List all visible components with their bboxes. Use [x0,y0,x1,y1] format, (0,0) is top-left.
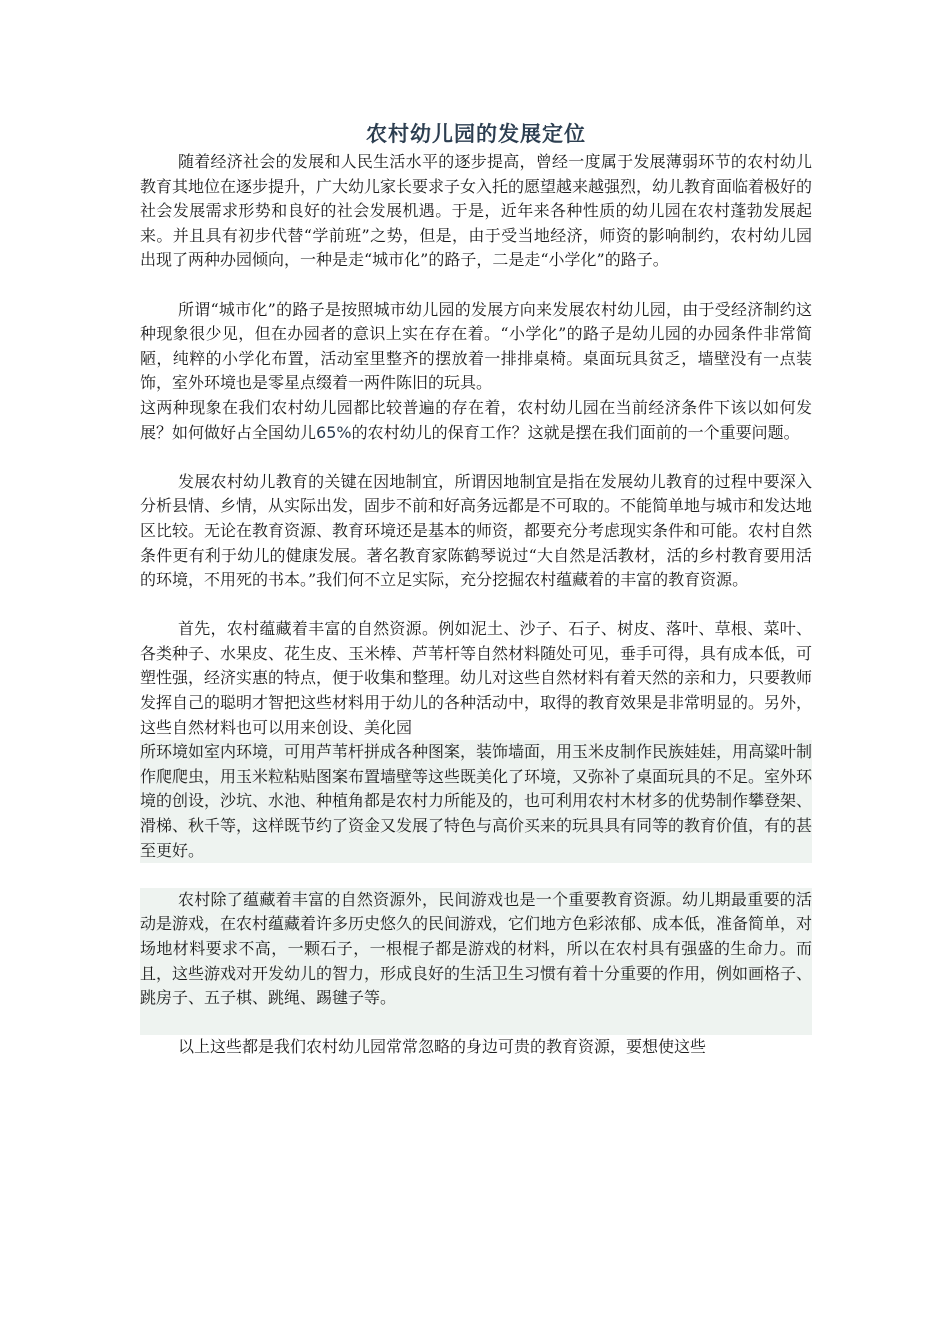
paragraph-spacer [140,273,812,298]
paragraph-8: 以上这些都是我们农村幼儿园常常忽略的身边可贵的教育资源，要想使这些 [178,1037,707,1057]
paragraph-7: 农村除了蕴藏着丰富的自然资源外，民间游戏也是一个重要教育资源。幼儿期最重要的活动是游戏，在农村蕴藏着许多历史悠久的民间游戏，它们地方色彩浓郁、成本低，准备简单，对场地材料要求不高，一颗石子，一根棍子都是游戏的材料，所以在农村具有强盛的生命力。而且，这些游戏对开发幼儿的智力，形成良好的生活卫生习惯有着十分重要的作用，例如画格子、跳房子、五子棋、跳绳、踢毽子等。 [140,888,812,1011]
paragraph-spacer [140,593,812,618]
paragraph-2: 所谓“城市化”的路子是按照城市幼儿园的发展方向来发展农村幼儿园，由于受经济制约这种现象很少见，但在办园者的意识上实在存在着。“小学化”的路子是幼儿园的办园条件非常简陋，纯粹的小学化布置，活动室里整齐的摆放着一排排桌椅。桌面玩具贫乏，墙壁没有一点装饰，室外环境也是零星点缀着一两件陈旧的玩具。 [140,299,812,393]
paragraph-spacer [140,1011,812,1036]
percentage-value: 65% [316,422,352,442]
paragraph-3-text-b: 的农村幼儿的保育工作？这就是摆在我们面前的一个重要问题。 [351,422,800,442]
paragraph-1: 随着经济社会的发展和人民生活水平的逐步提高，曾经一度属于发展薄弱环节的农村幼儿教育其地位在逐步提升，广大幼儿家长要求子女入托的愿望越来越强烈，幼儿教育面临着极好的社会发展需求形势和良好的社会发展机遇。于是，近年来各种性质的幼儿园在农村蓬勃发展起来。并且具有初步代替“学前班”之势，但是，由于受当地经济，师资的影响制约，农村幼儿园出现了两种办园倾向，一种是走“城市化”的路子，二是走“小学化”的路子。 [140,152,813,270]
document-title: 农村幼儿园的发展定位 [366,122,586,146]
paragraph-3 [140,396,812,445]
paragraph-5: 首先，农村蕴藏着丰富的自然资源。例如泥土、沙子、石子、树皮、落叶、草根、菜叶、各类种子、水果皮、花生皮、玉米棒、芦苇杆等自然材料随处可见，垂手可得，具有成本低，可塑性强，经济实惠的特点，便于收集和整理。幼儿对这些自然材料有着天然的亲和力，只要教师发挥自己的聪明才智把这些材料用于幼儿的各种活动中，取得的教育效果是非常明显的。另外，这些自然材料也可以用来创设、美化园 [140,619,813,737]
document-page [140,118,812,1060]
paragraph-3-text-a: 这两种现象在我们农村幼儿园都比较普遍的存在着，农村幼儿园在当前经济条件下该以如何发展？如何做好占全国幼儿 [140,397,812,442]
paragraph-spacer [140,863,812,888]
paragraph-spacer [140,445,812,470]
paragraph-6: 所环境如室内环境，可用芦苇杆拼成各种图案，装饰墙面，用玉米皮制作民族娃娃，用高粱叶制作爬爬虫，用玉米粒粘贴图案布置墙壁等这些既美化了环境，又弥补了桌面玩具的不足。室外环境的创设，沙坑、水池、种植角都是农村力所能及的，也可利用农村木材多的优势制作攀登架、滑梯、秋千等，这样既节约了资金又发展了特色与高价买来的玩具具有同等的教育价值，有的甚至更好。 [140,740,812,863]
paragraph-4: 发展农村幼儿教育的关键在因地制宜，所谓因地制宜是指在发展幼儿教育的过程中要深入分析县情、乡情，从实际出发，固步不前和好高务远都是不可取的。不能简单地与城市和发达地区比较。无论在教育资源、教育环境还是基本的师资，都要充分考虑现实条件和可能。农村自然条件更有利于幼儿的健康发展。著名教育家陈鹤琴说过“大自然是活教材，活的乡村教育要用活的环境，不用死的书本。”我们何不立足实际，充分挖掘农村蕴藏着的丰富的教育资源。 [140,471,813,590]
